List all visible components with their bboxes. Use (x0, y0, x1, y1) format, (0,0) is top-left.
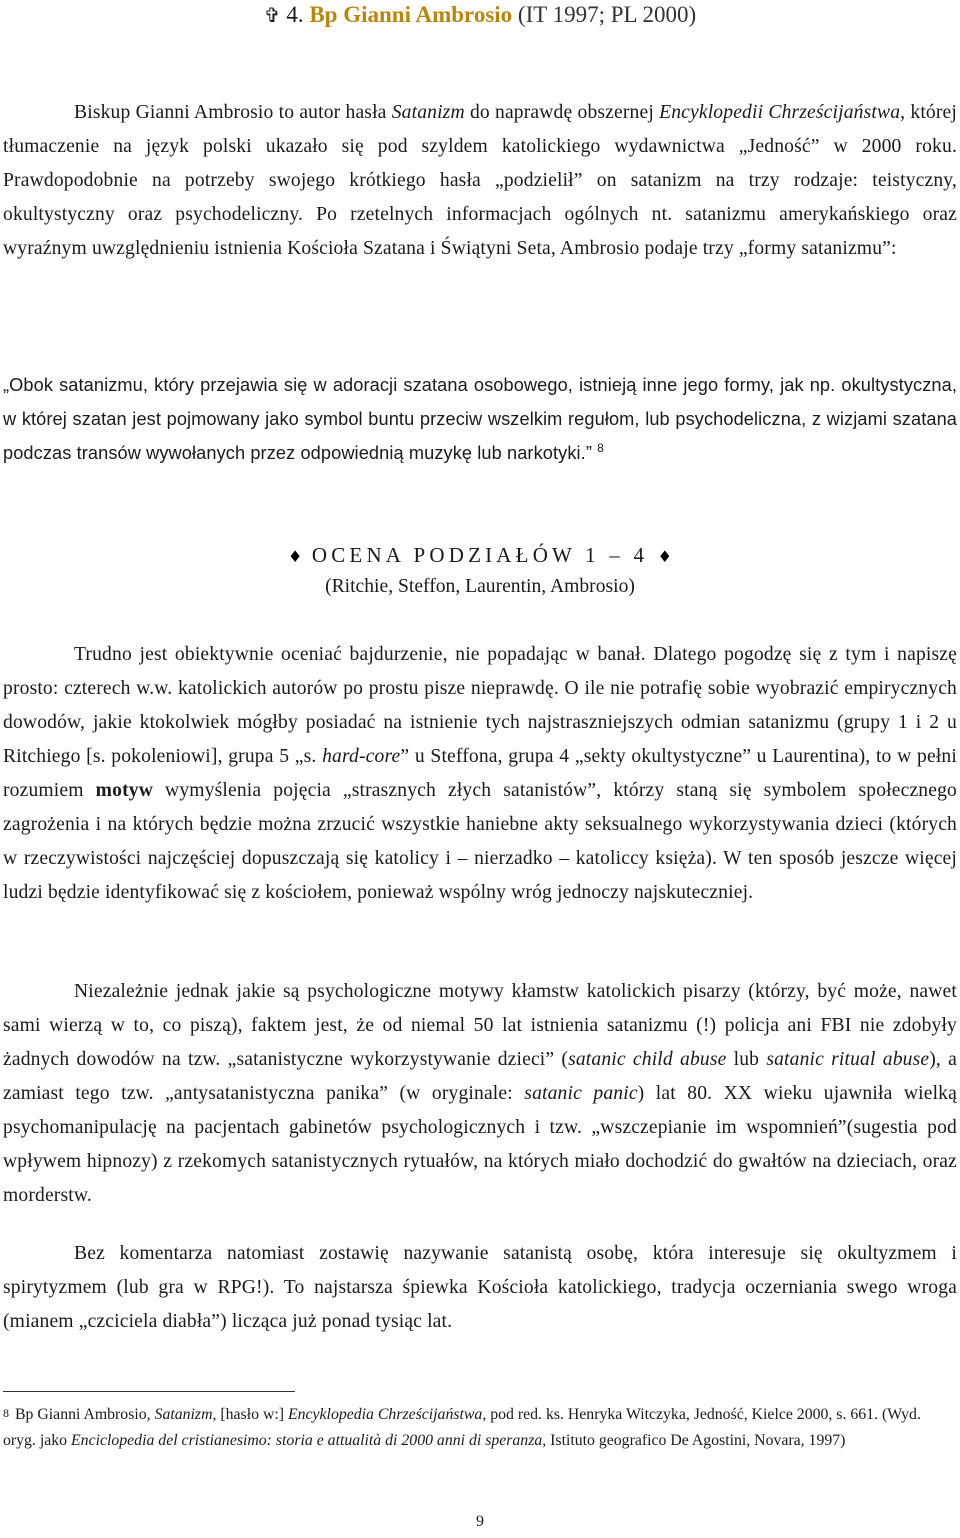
intro-text: Biskup Gianni Ambrosio to autor hasła (74, 102, 387, 123)
footnote-italic: Satanizm, (154, 1406, 217, 1423)
body-italic: satanic child abuse (568, 1049, 727, 1070)
diamond-icon: ♦ (288, 547, 303, 566)
body-text: ) lat 80. XX wieku ujawniła wielką psychomanipulację na pacjentach gabinetów psychologicznych i tzw. „wszczepianie im wspomnień”(sugestia pod wpływem hipnozy) z rzekomych satanistycznych rytuałów, na których miało dochodzić do gwałtów na dzieciach, oraz morderstw. (3, 1083, 957, 1206)
intro-italic-satanizm: Satanizm (391, 102, 465, 123)
footnote-reference: 8 (597, 440, 604, 455)
body-paragraph (3, 975, 957, 1213)
body-bold: motyw (95, 780, 154, 801)
body-text: wymyślenia pojęcia „strasznych złych satanistów”, którzy staną się symbolem społecznego zagrożenia i na których będzie można zrzucić wszystkie haniebne akty seksualnego wykorzystywania dzieci (których w rzeczywistości najczęściej dopuszczają się katolicy i – nierzadko – katoliccy księża). W ten sposób jeszcze więcej ludzi będzie identyfikować się z kościołem, ponieważ wspólny wróg jednoczy najskuteczniej. (3, 780, 957, 903)
section-title (0, 538, 960, 574)
footnote-italic: Encyklopedia Chrześcijaństwa, (287, 1406, 487, 1423)
diamond-icon: ♦ (657, 547, 672, 566)
footnote-text: [hasło w:] (220, 1406, 285, 1423)
intro-italic-encyklopedia: Encyklopedii Chrześcijaństwa, (659, 102, 906, 123)
body-text: Bez komentarza natomiast zostawię nazywanie satanistą osobę, która interesuje się okultyzmem i spirytyzmem (lub gra w RPG!). To najstarsza śpiewka Kościoła katolickiego, tradycja oczerniania swego wroga (mianem „czciciela diabła”) licząca już ponad tysiąc lat. (3, 1243, 957, 1332)
footnote-mark: 8 (3, 1406, 9, 1420)
intro-text: której tłumaczenie na język polski ukazało się pod szyldem katolickiego wydawnictwa „Jedność” w 2000 roku. Prawdopodobnie na potrzeby swojego krótkiego hasła „podzielił” on satanizm na trzy rodzaje: teistyczny, okultystyczny oraz psychodeliczny. Po rzetelnych informacjach ogólnych nt. satanizmu amerykańskiego oraz wyraźnym uwzględnieniu istnienia Kościoła Szatana i Świątyni Seta, Ambrosio podaje trzy „formy satanizmu”: (3, 102, 957, 259)
heading-number: 4. (286, 2, 304, 27)
section-subtitle: (Ritchie, Steffon, Laurentin, Ambrosio) (325, 576, 635, 597)
heading-meta: (IT 1997; PL 2000) (517, 2, 697, 27)
body-text: Niezależnie jednak jakie są psychologiczne motywy kłamstw katolickich pisarzy (którzy, być może, nawet sami wierzą w to, co piszą), faktem jest, że od niemal 50 lat istnienia satanizmu (!) policja ani FBI nie zdobyły żadnych dowodów na tzw. „satanistyczne wykorzystywanie dzieci” ( (3, 981, 957, 1070)
body-paragraph (3, 1237, 957, 1339)
body-text: ), a zamiast tego tzw. „antysatanistyczna panika” (w oryginale: (3, 1049, 957, 1104)
heading-name: Bp Gianni Ambrosio (309, 2, 513, 27)
body-italic: satanic panic (524, 1083, 638, 1104)
block-quote (3, 368, 957, 470)
intro-paragraph (3, 96, 957, 266)
footnote-italic: Enciclopedia del cristianesimo: storia e attualità di 2000 anni di speranza, (71, 1432, 547, 1449)
footnote-text: pod red. ks. Henryka Witczyka, Jedność, Kielce 2000, s. 661. (Wyd. oryg. jako (3, 1406, 921, 1449)
body-text: Trudno jest obiektywnie oceniać bajdurzenie, nie popadając w banał. Dlatego pogodzę się z tym i napiszę prosto: czterech w.w. katolickich autorów po prostu pisze nieprawdę. O ile nie potrafię sobie wyobrazić empirycznych dowodów, jakie ktokolwiek mógłby posiadać na istnienie tych najstraszniejszych odmian satanizmu (grupy 1 i 2 u Ritchiego [s. pokoleniowi], grupa 5 „s. (3, 644, 957, 767)
body-text: lub (733, 1049, 760, 1070)
body-paragraph (3, 638, 957, 910)
page-number: 9 (476, 1513, 484, 1530)
body-italic: hard-core (322, 746, 401, 767)
footnote-text: Bp Gianni Ambrosio, (15, 1406, 151, 1423)
footnote (3, 1402, 943, 1454)
cross-icon: ✞ (263, 3, 281, 27)
body-text: ” u Steffona, grupa 4 „sekty okultystyczne” u Laurentina), to w pełni rozumiem (3, 746, 957, 801)
chapter-heading (0, 0, 960, 30)
footnote-separator (3, 1391, 295, 1392)
quote-text: „Obok satanizmu, który przejawia się w adoracji szatana osobowego, istnieją inne jego formy, jak np. okultystyczna, w której szatan jest pojmowany jako symbol buntu przeciw wszelkim regułom, lub psychodeliczna, z wizjami szatana podczas transów wywołanych przez odpowiednią muzykę lub narkotyki.” (3, 375, 957, 463)
body-italic: satanic ritual abuse (766, 1049, 930, 1070)
footnote-text: Istituto geografico De Agostini, Novara, 1997) (550, 1432, 846, 1449)
section-title-text: OCENA PODZIAŁÓW 1 – 4 (311, 543, 649, 567)
intro-text: do naprawdę obszernej (469, 102, 654, 123)
